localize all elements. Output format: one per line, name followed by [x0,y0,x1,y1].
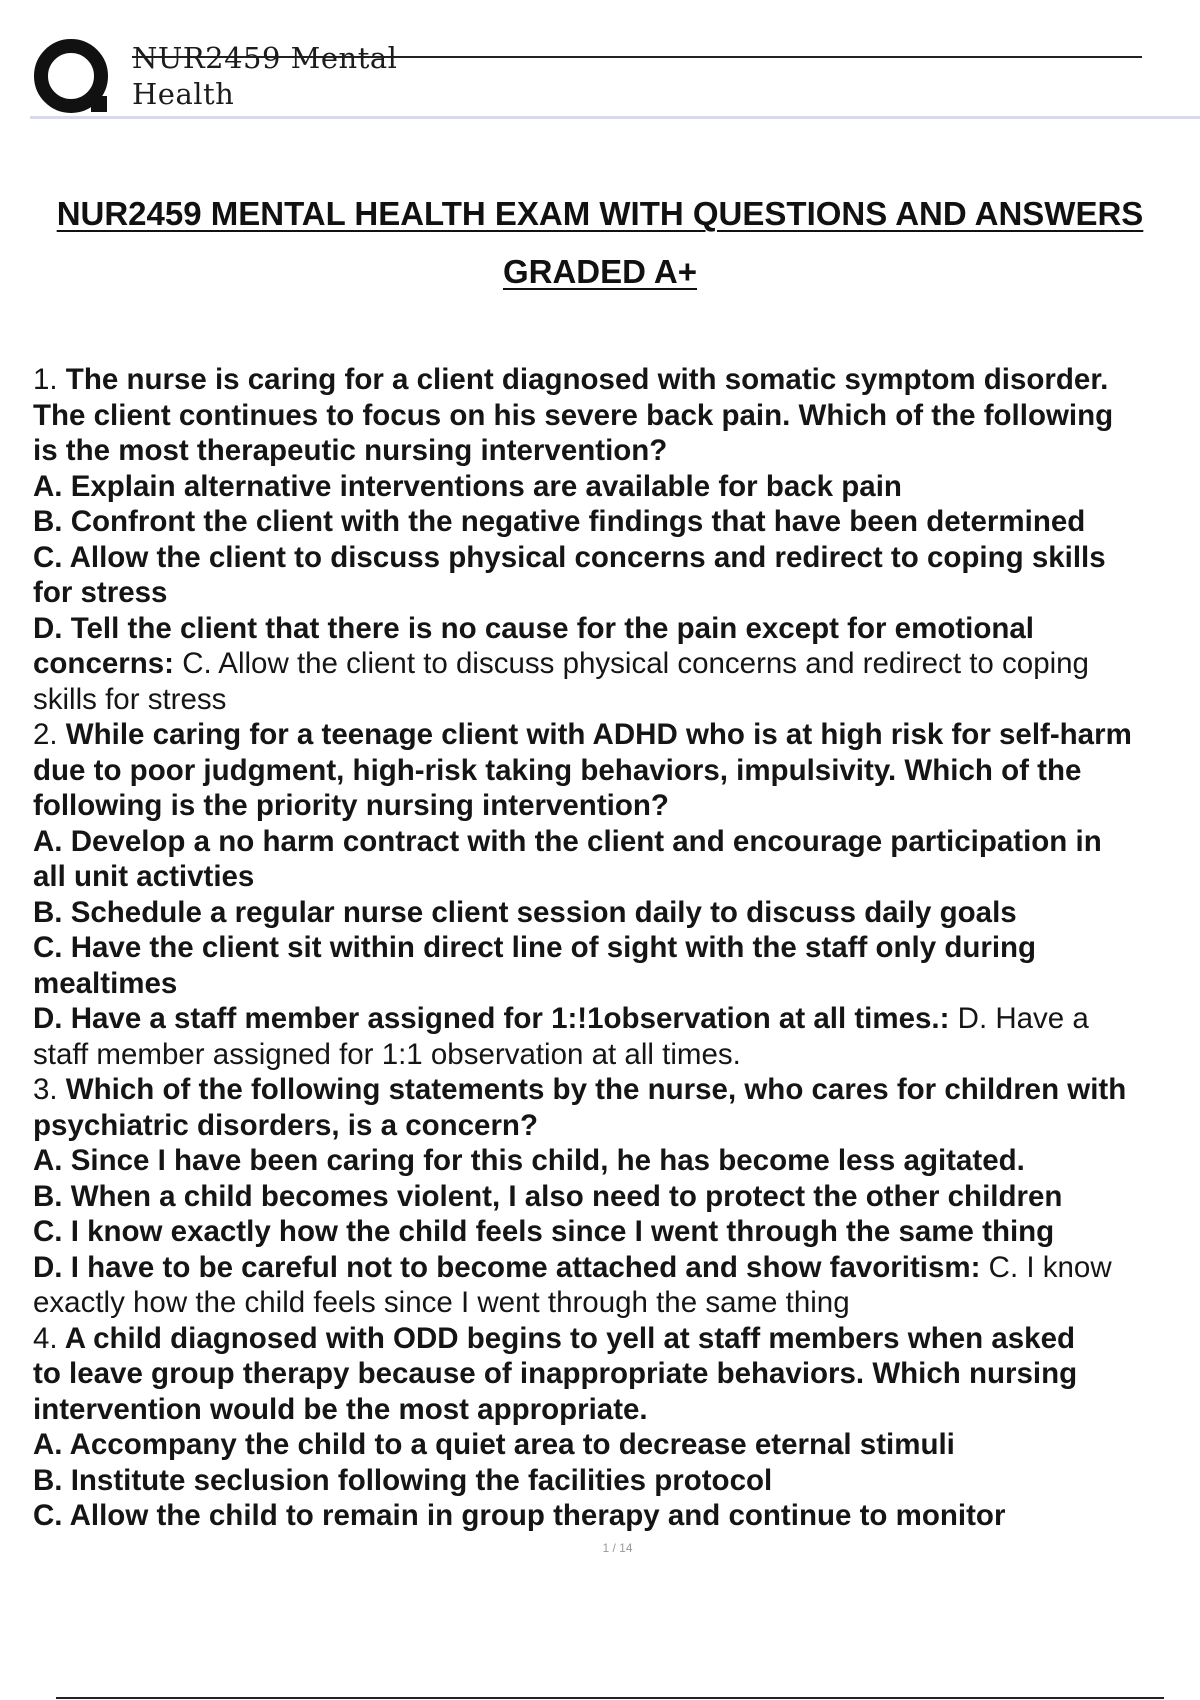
text-line [33,646,1200,682]
text-line [33,504,1200,540]
question-text: D. Have a staff member assigned for 1:!1observation at all times.: [33,1002,950,1035]
text-line [33,682,1200,718]
question-text: The nurse is caring for a client diagnosed with somatic symptom disorder. [57,363,1109,396]
text-line [33,611,1200,647]
question-text: B. Institute seclusion following the facilities protocol [33,1463,773,1497]
text-line [33,1037,1200,1073]
question-text: C. Allow the child to remain in group therapy and continue to monitor [33,1499,1006,1532]
text-line [33,1108,1200,1144]
question-number: 1. [33,363,58,396]
question-text: is the most therapeutic nursing intervention? [33,434,668,467]
text-line [33,1392,1200,1428]
question-text: for stress [33,576,168,609]
header-divider [30,116,1200,119]
title-line-2: GRADED A+ [502,253,698,290]
question-text: concerns: [33,647,174,680]
text-line [33,788,1200,824]
text-line [33,1143,1200,1179]
question-text: to leave group therapy because of inappropriate behaviors. Which nursing [33,1357,1078,1390]
brand-line-1: NUR2459 Mental [132,41,398,75]
text-line [33,469,1200,505]
text-line [33,1214,1200,1250]
question-text: A child diagnosed with ODD begins to yell at staff members when asked [57,1321,1076,1355]
text-line [33,1463,1200,1499]
question-text: B. Schedule a regular nurse client session daily to discuss daily goals [33,895,1017,929]
text-line [33,1321,1200,1357]
text-line [33,1179,1200,1215]
question-text: D. I have to be careful not to become attached and show favoritism: [33,1250,981,1284]
answer-text: C. Allow the client to discuss physical concerns and redirect to coping [174,647,1089,680]
text-line [33,1498,1200,1534]
text-line [33,398,1200,434]
question-text: A. Accompany the child to a quiet area to decrease eternal stimuli [33,1428,955,1461]
text-line [33,1427,1200,1463]
text-line [33,753,1200,789]
text-line [33,575,1200,611]
question-number: 2. [33,718,58,751]
question-text: psychiatric disorders, is a concern? [33,1108,538,1142]
question-text: A. Develop a no harm contract with the client and encourage participation in [33,824,1102,858]
text-line [33,930,1200,966]
question-text: C. Have the client sit within direct line of sight with the staff only during [33,931,1037,964]
question-text: A. Explain alternative interventions are available for back pain [33,469,902,503]
answer-text: D. Have a [949,1002,1089,1035]
question-text: following is the priority nursing intervention? [33,789,669,822]
question-text: C. Allow the client to discuss physical concerns and redirect to coping skills [33,540,1106,574]
question-text: C. I know exactly how the child feels since I went through the same thing [33,1215,1055,1248]
page-header [30,30,1200,120]
question-number: 3. [33,1073,58,1106]
text-line [33,824,1200,860]
logo-icon [33,36,111,118]
text-line [33,859,1200,895]
answer-text: staff member assigned for 1:1 observation at all times. [33,1037,741,1071]
text-line [33,966,1200,1002]
question-text: The client continues to focus on his severe back pain. Which of the following [33,398,1114,432]
title-line-1: NUR2459 MENTAL HEALTH EXAM WITH QUESTIONS AND ANSWERS [56,195,1144,232]
answer-text: exactly how the child feels since I went through the same thing [33,1286,850,1319]
text-line [33,717,1200,753]
question-text: D. Tell the client that there is no cause for the pain except for emotional [33,611,1034,645]
answer-text: skills for stress [33,682,227,716]
text-line [33,1250,1200,1286]
question-text: due to poor judgment, high-risk taking behaviors, impulsivity. Which of the [33,753,1082,787]
text-line [33,540,1200,576]
question-text: B. When a child becomes violent, I also need to protect the other children [33,1179,1063,1213]
question-text: mealtimes [33,966,178,1000]
question-number: 4. [33,1321,58,1355]
brand-line-2: Health [132,77,235,111]
footer-rule [56,1697,1164,1699]
document-title [30,185,1170,301]
question-text: all unit activties [33,860,255,893]
question-text: B. Confront the client with the negative findings that have been determined [33,505,1086,538]
page-indicator: 1 / 14 [602,1541,633,1555]
question-list [33,362,1200,1534]
text-line [33,1285,1200,1321]
answer-text: C. I know [980,1250,1112,1284]
question-text: While caring for a teenage client with ADHD who is at high risk for self-harm [57,718,1132,751]
text-line [33,895,1200,931]
text-line [33,1001,1200,1037]
brand-name [132,40,397,112]
text-line [33,362,1200,398]
question-text: intervention would be the most appropriate. [33,1392,648,1426]
question-text: Which of the following statements by the nurse, who cares for children with [57,1073,1127,1106]
text-line [33,1356,1200,1392]
text-line [33,433,1200,469]
question-text: A. Since I have been caring for this child, he has become less agitated. [33,1144,1025,1177]
text-line [33,1072,1200,1108]
